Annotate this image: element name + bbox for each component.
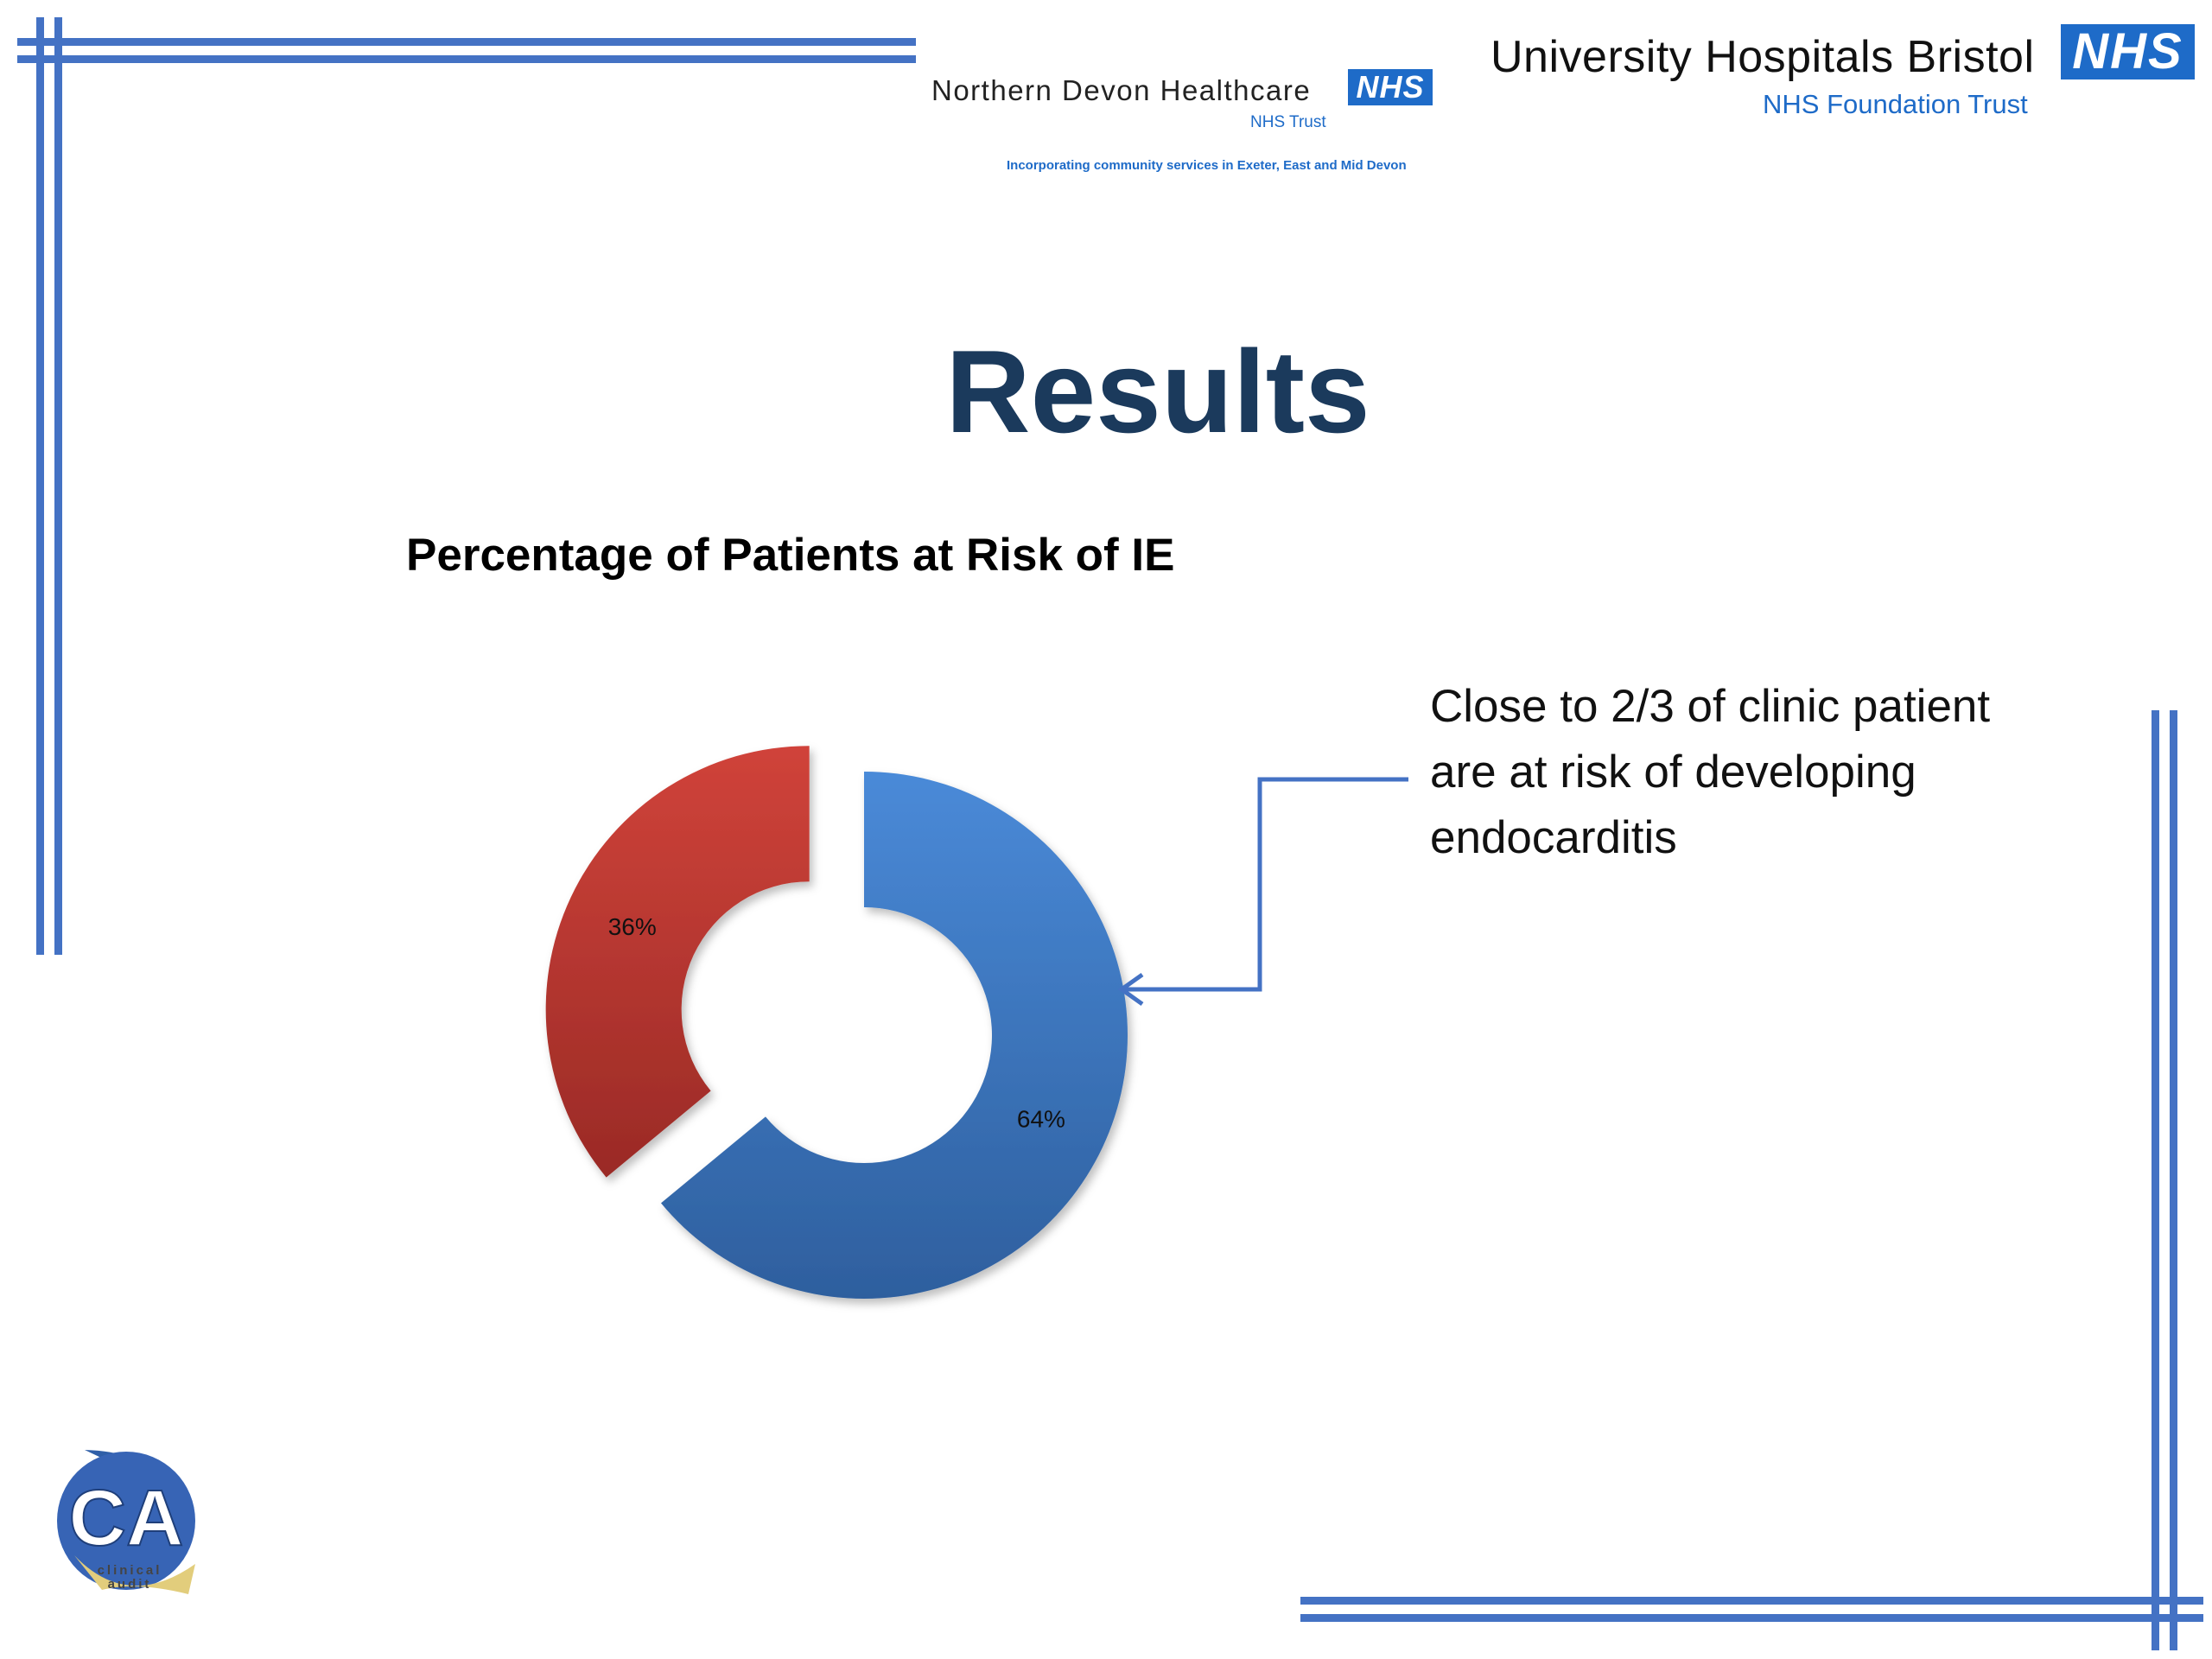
- bristol-subtitle: NHS Foundation Trust: [1763, 89, 2028, 119]
- bristol-nhs-badge: NHS: [2061, 24, 2195, 79]
- page-title: Results: [945, 326, 1370, 457]
- callout-text: [1430, 674, 2121, 871]
- northern-devon-subtitle: NHS Trust: [1250, 113, 1326, 131]
- slice-not-at-risk: [546, 746, 810, 1177]
- clinical-audit-word-1: clinical: [97, 1563, 162, 1578]
- northern-devon-tagline: Incorporating community services in Exeter, East and Mid Devon: [1007, 158, 1407, 173]
- clinical-audit-word-2: audit: [107, 1577, 152, 1592]
- chart-title: Percentage of Patients at Risk of IE: [406, 530, 1175, 581]
- callout-line: Close to 2/3 of clinic patient: [1430, 681, 1991, 732]
- slice-label: 36%: [607, 912, 657, 940]
- clinical-audit-logo: [50, 1434, 206, 1607]
- clinical-audit-letters: CA: [68, 1474, 184, 1562]
- northern-devon-nhs-badge: NHS: [1348, 69, 1433, 105]
- northern-devon-name: Northern Devon Healthcare: [931, 74, 1312, 106]
- slice-label: 64%: [1016, 1105, 1065, 1133]
- callout-connector: [1123, 779, 1408, 989]
- bristol-name: University Hospitals Bristol: [1491, 32, 2035, 82]
- callout-line: endocarditis: [1430, 812, 1677, 863]
- callout-line: are at risk of developing: [1430, 747, 1916, 798]
